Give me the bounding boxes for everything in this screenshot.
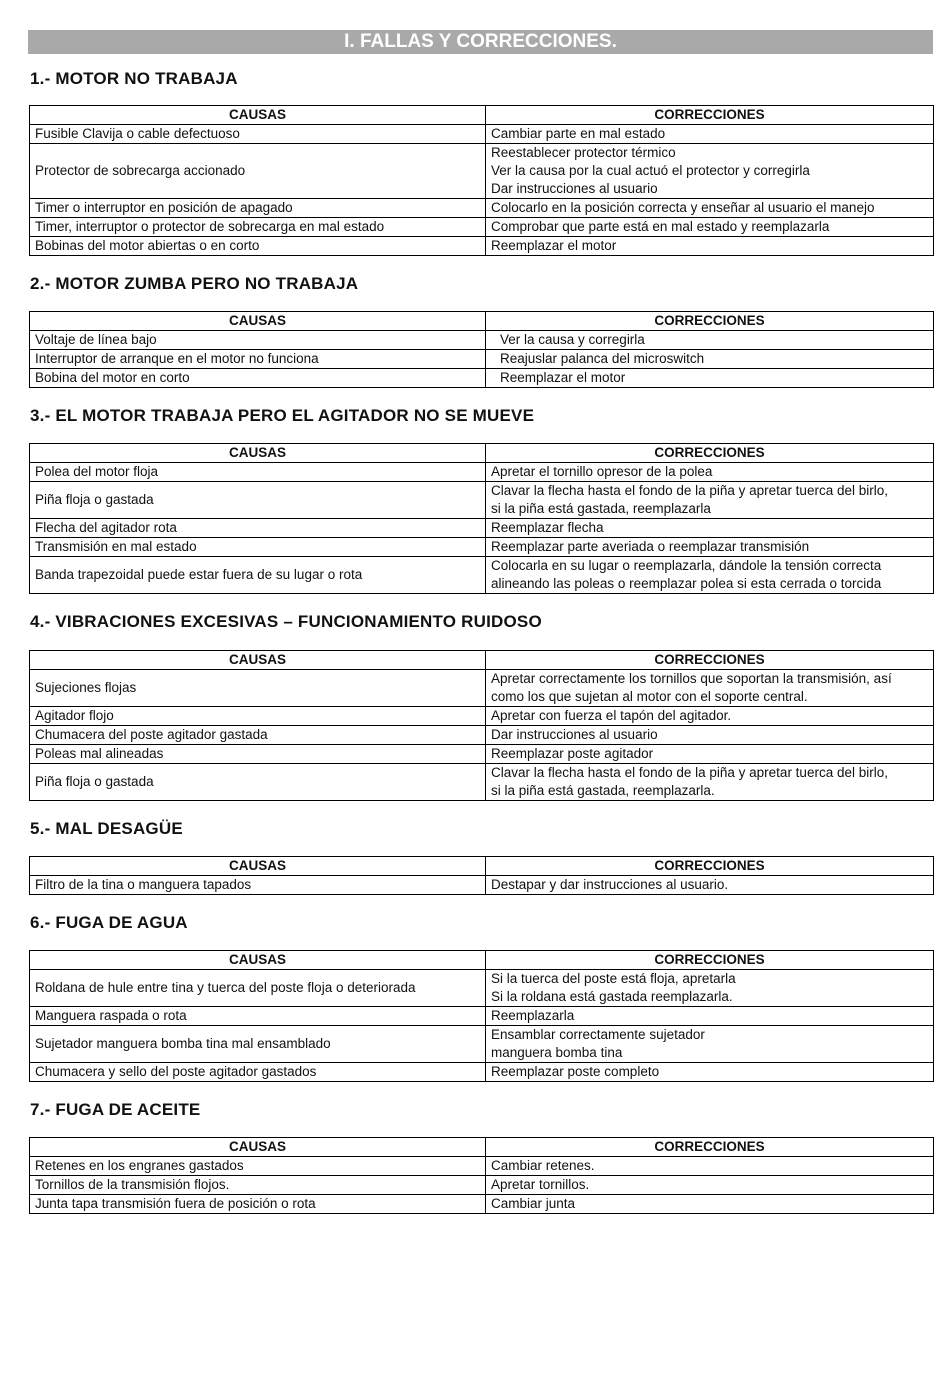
correcciones-header: CORRECCIONES (486, 312, 934, 331)
causa-cell: Chumacera del poste agitador gastada (30, 726, 486, 745)
faults-table (29, 856, 934, 895)
causa-cell: Transmisión en mal estado (30, 538, 486, 557)
correccion-cell: Colocarla en su lugar o reemplazarla, dándole la tensión correcta alineando las poleas o reemplazar polea si esta cerrada o torcida (486, 557, 934, 594)
table-header-row (30, 857, 934, 876)
correcciones-header: CORRECCIONES (486, 106, 934, 125)
table-row (30, 482, 934, 519)
section-title: 5.- MAL DESAGÜE (30, 819, 183, 838)
correccion-cell: Apretar el tornillo opresor de la polea (486, 463, 934, 482)
table-row (30, 369, 934, 388)
correcciones-header: CORRECCIONES (486, 857, 934, 876)
causas-header: CAUSAS (30, 312, 486, 331)
table-row (30, 538, 934, 557)
correccion-cell: Reemplazar el motor (486, 237, 934, 256)
causa-cell: Poleas mal alineadas (30, 745, 486, 764)
table-row (30, 218, 934, 237)
table-row (30, 1195, 934, 1214)
correccion-cell: Reemplazar poste completo (486, 1063, 934, 1082)
table-row (30, 144, 934, 199)
table-row (30, 557, 934, 594)
correccion-cell: Reemplazar parte averiada o reemplazar transmisión (486, 538, 934, 557)
causas-header: CAUSAS (30, 651, 486, 670)
causa-cell: Protector de sobrecarga accionado (30, 144, 486, 199)
correccion-cell: Reemplazar flecha (486, 519, 934, 538)
correccion-cell: Dar instrucciones al usuario (486, 726, 934, 745)
correccion-cell: Ver la causa y corregirla (486, 331, 934, 350)
table-row (30, 1063, 934, 1082)
causa-cell: Sujetador manguera bomba tina mal ensamblado (30, 1026, 486, 1063)
causa-cell: Flecha del agitador rota (30, 519, 486, 538)
table-row (30, 125, 934, 144)
section-title: 4.- VIBRACIONES EXCESIVAS – FUNCIONAMIENTO RUIDOSO (30, 612, 542, 631)
correccion-cell: Cambiar junta (486, 1195, 934, 1214)
correccion-cell: Cambiar parte en mal estado (486, 125, 934, 144)
causa-cell: Fusible Clavija o cable defectuoso (30, 125, 486, 144)
correcciones-header: CORRECCIONES (486, 1138, 934, 1157)
causa-cell: Chumacera y sello del poste agitador gastados (30, 1063, 486, 1082)
table-row (30, 199, 934, 218)
correccion-cell: Cambiar retenes. (486, 1157, 934, 1176)
faults-table (29, 105, 934, 256)
causa-cell: Piña floja o gastada (30, 764, 486, 801)
causa-cell: Timer o interruptor en posición de apagado (30, 199, 486, 218)
table-row (30, 745, 934, 764)
table-row (30, 237, 934, 256)
causa-cell: Bobinas del motor abiertas o en corto (30, 237, 486, 256)
causa-cell: Tornillos de la transmisión flojos. (30, 1176, 486, 1195)
causa-cell: Voltaje de línea bajo (30, 331, 486, 350)
table-row (30, 1176, 934, 1195)
correccion-cell: Reemplazar poste agitador (486, 745, 934, 764)
table-row (30, 519, 934, 538)
table-row (30, 463, 934, 482)
page-title-banner (28, 30, 933, 54)
causa-cell: Roldana de hule entre tina y tuerca del poste floja o deteriorada (30, 970, 486, 1007)
table-row (30, 670, 934, 707)
correccion-cell: Destapar y dar instrucciones al usuario. (486, 876, 934, 895)
correcciones-header: CORRECCIONES (486, 651, 934, 670)
correccion-cell: Si la tuerca del poste está floja, apretarla Si la roldana está gastada reemplazarla. (486, 970, 934, 1007)
correccion-cell: Apretar con fuerza el tapón del agitador. (486, 707, 934, 726)
table-row (30, 726, 934, 745)
correcciones-header: CORRECCIONES (486, 444, 934, 463)
correccion-cell: Colocarlo en la posición correcta y enseñar al usuario el manejo (486, 199, 934, 218)
table-row (30, 876, 934, 895)
causa-cell: Retenes en los engranes gastados (30, 1157, 486, 1176)
causas-header: CAUSAS (30, 951, 486, 970)
table-row (30, 1026, 934, 1063)
correccion-cell: Apretar tornillos. (486, 1176, 934, 1195)
faults-table (29, 311, 934, 388)
causa-cell: Junta tapa transmisión fuera de posición o rota (30, 1195, 486, 1214)
table-row (30, 707, 934, 726)
causa-cell: Bobina del motor en corto (30, 369, 486, 388)
correccion-cell: Ensamblar correctamente sujetador manguera bomba tina (486, 1026, 934, 1063)
correccion-cell: Clavar la flecha hasta el fondo de la piña y apretar tuerca del birlo, si la piña está gastada, reemplazarla. (486, 764, 934, 801)
causas-header: CAUSAS (30, 857, 486, 876)
causa-cell: Interruptor de arranque en el motor no funciona (30, 350, 486, 369)
section-title: 1.- MOTOR NO TRABAJA (30, 69, 238, 88)
table-header-row (30, 651, 934, 670)
correccion-cell: Reajuslar palanca del microswitch (486, 350, 934, 369)
table-row (30, 350, 934, 369)
causa-cell: Agitador flojo (30, 707, 486, 726)
page-title: I. FALLAS Y CORRECCIONES. (344, 31, 617, 52)
faults-table (29, 950, 934, 1082)
causa-cell: Banda trapezoidal puede estar fuera de su lugar o rota (30, 557, 486, 594)
faults-table (29, 650, 934, 801)
causa-cell: Manguera raspada o rota (30, 1007, 486, 1026)
section-title: 3.- EL MOTOR TRABAJA PERO EL AGITADOR NO SE MUEVE (30, 406, 535, 425)
table-header-row (30, 951, 934, 970)
causa-cell: Polea del motor floja (30, 463, 486, 482)
causa-cell: Sujeciones flojas (30, 670, 486, 707)
table-header-row (30, 106, 934, 125)
causa-cell: Timer, interruptor o protector de sobrecarga en mal estado (30, 218, 486, 237)
correccion-cell: Reestablecer protector térmico Ver la causa por la cual actuó el protector y corregirla Dar instrucciones al usuario (486, 144, 934, 199)
causas-header: CAUSAS (30, 1138, 486, 1157)
correccion-cell: Reemplazarla (486, 1007, 934, 1026)
table-header-row (30, 444, 934, 463)
section-title: 6.- FUGA DE AGUA (30, 913, 188, 932)
correccion-cell: Apretar correctamente los tornillos que soportan la transmisión, así como los que sujetan al motor con el soporte central. (486, 670, 934, 707)
table-row (30, 764, 934, 801)
causas-header: CAUSAS (30, 106, 486, 125)
correccion-cell: Reemplazar el motor (486, 369, 934, 388)
table-header-row (30, 312, 934, 331)
table-row (30, 1007, 934, 1026)
causa-cell: Filtro de la tina o manguera tapados (30, 876, 486, 895)
correcciones-header: CORRECCIONES (486, 951, 934, 970)
section-title: 7.- FUGA DE ACEITE (30, 1100, 201, 1119)
causa-cell: Piña floja o gastada (30, 482, 486, 519)
table-row (30, 331, 934, 350)
table-row (30, 1157, 934, 1176)
faults-table (29, 443, 934, 594)
section-title: 2.- MOTOR ZUMBA PERO NO TRABAJA (30, 274, 359, 293)
correccion-cell: Clavar la flecha hasta el fondo de la piña y apretar tuerca del birlo, si la piña está gastada, reemplazarla (486, 482, 934, 519)
table-row (30, 970, 934, 1007)
faults-table (29, 1137, 934, 1214)
table-header-row (30, 1138, 934, 1157)
correccion-cell: Comprobar que parte está en mal estado y reemplazarla (486, 218, 934, 237)
causas-header: CAUSAS (30, 444, 486, 463)
